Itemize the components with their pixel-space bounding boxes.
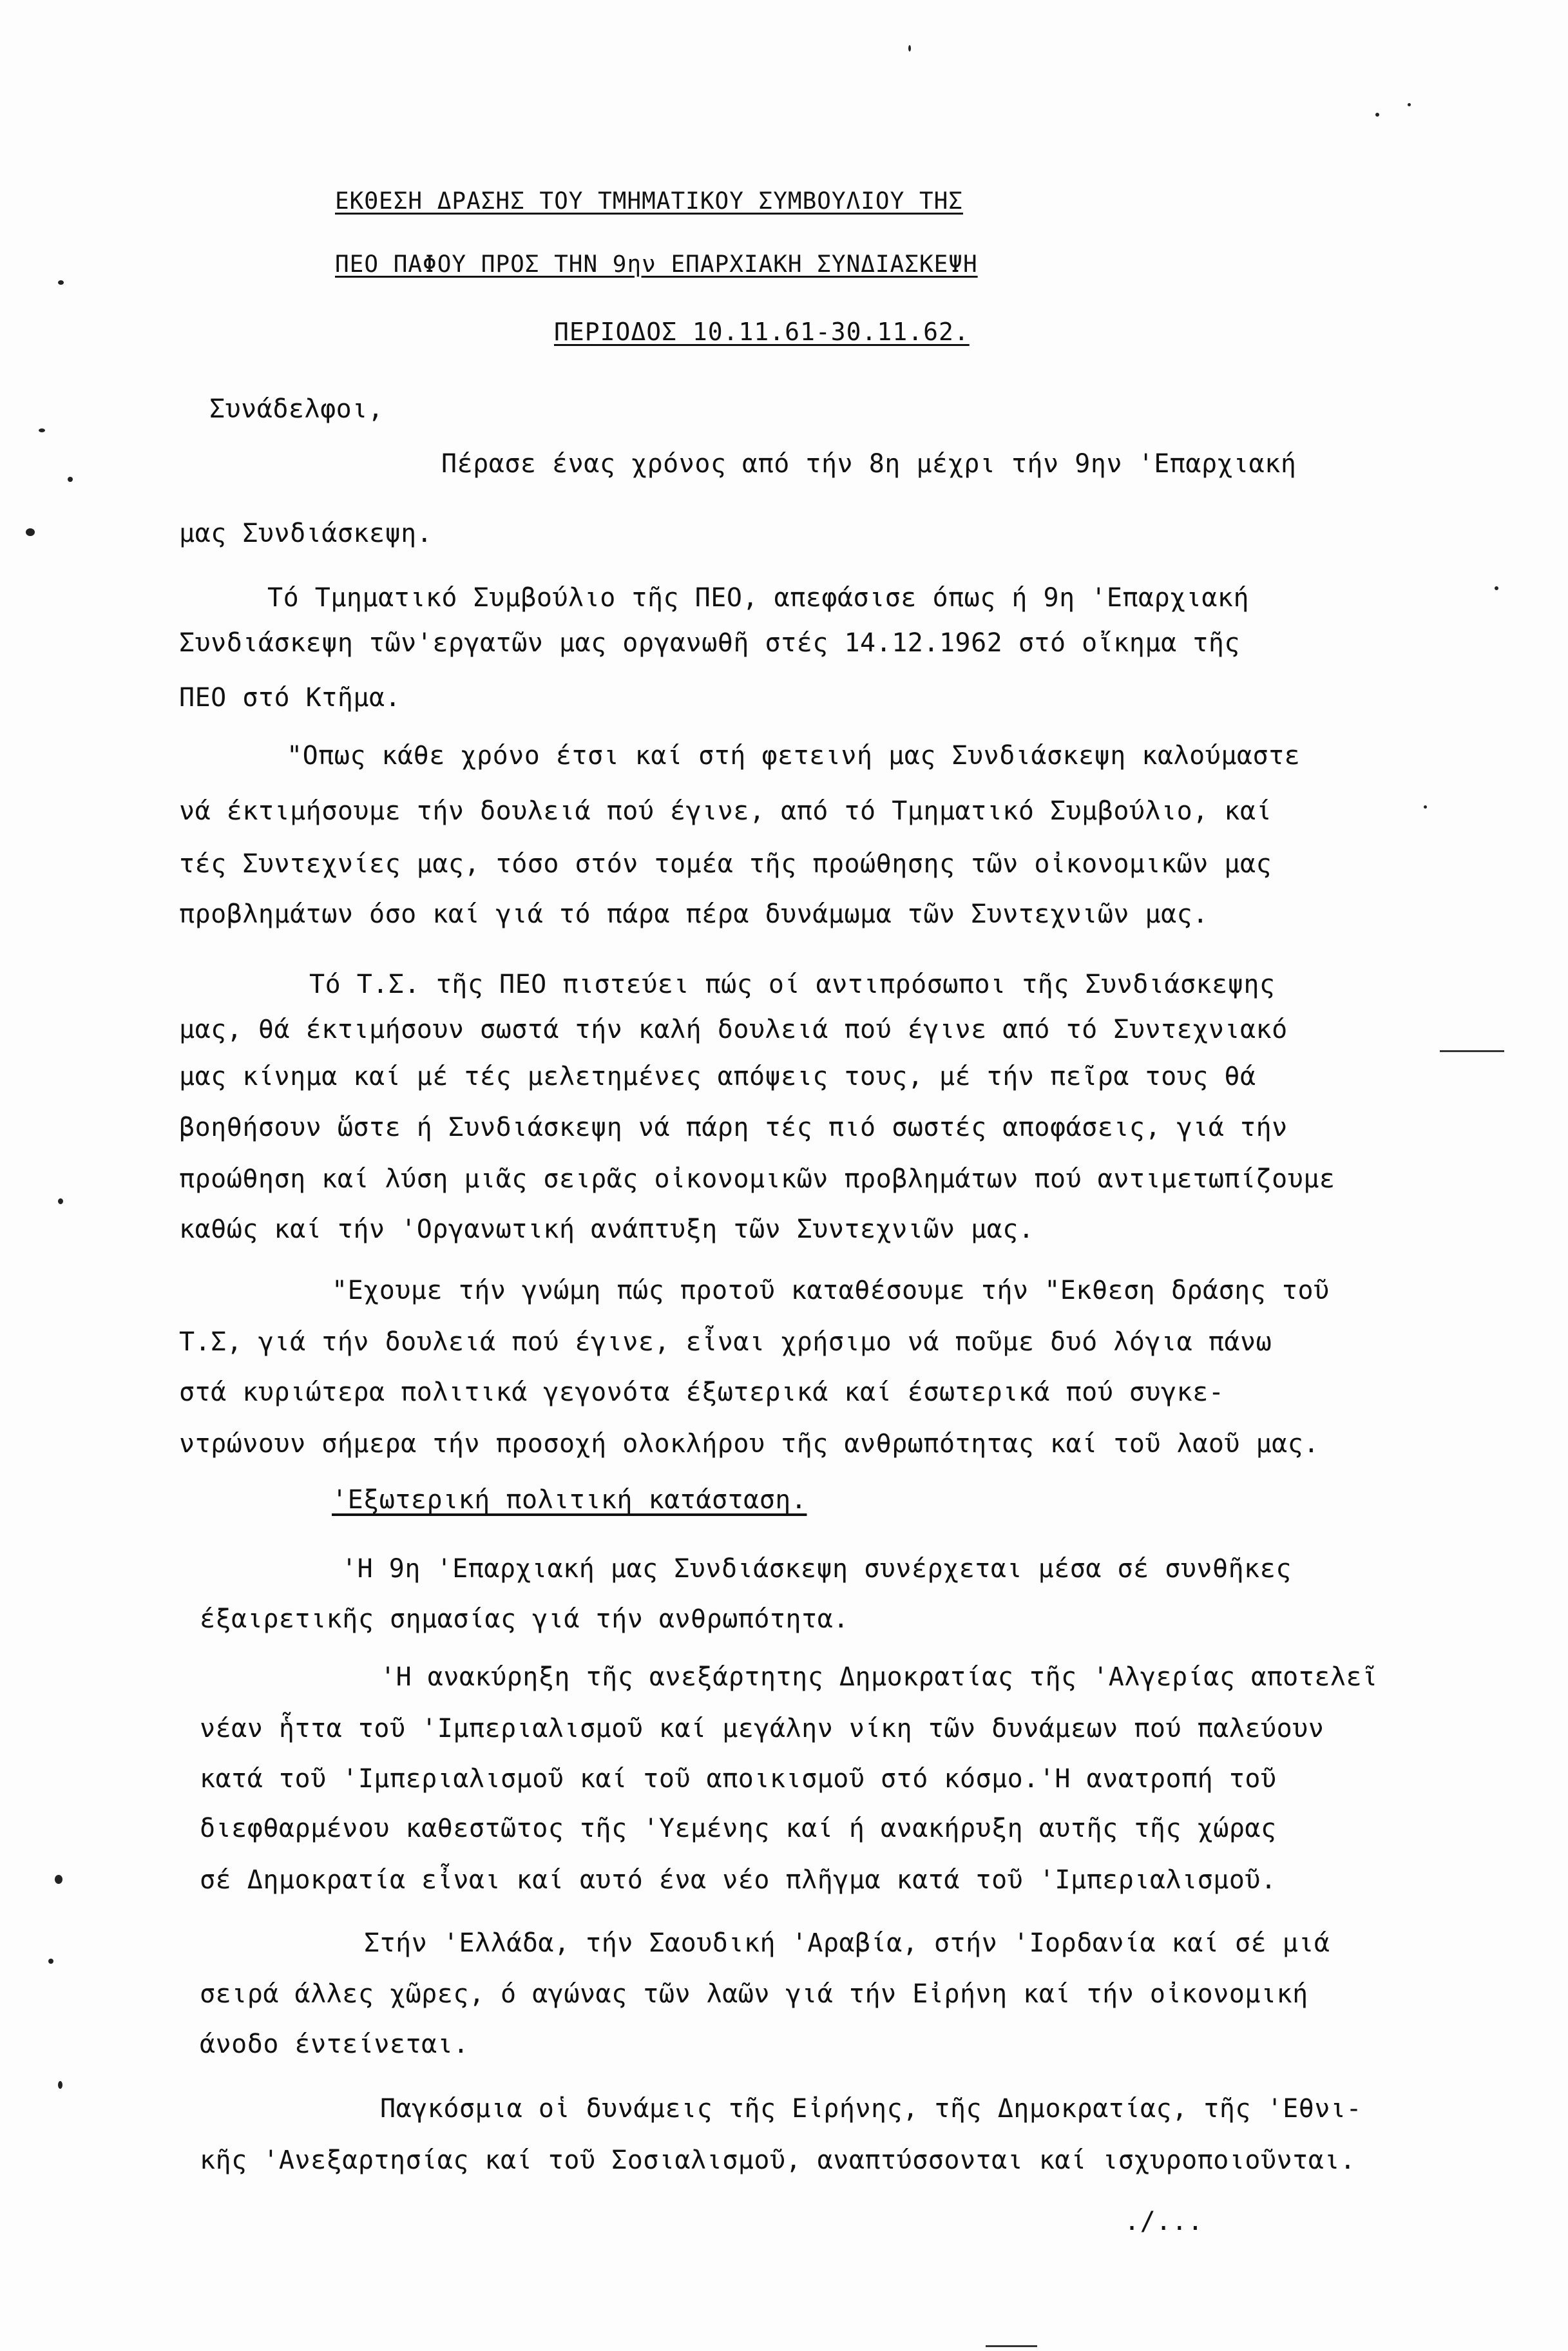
body-line: Τό Τ.Σ. τῆς ΠΕΟ πιστεύει πώς οί αντιπρόσωποι τῆς Συνδιάσκεψης xyxy=(309,970,1276,999)
body-line: μας, θά έκτιμήσουν σωστά τήν καλή δουλειά πού έγινε από τό Συντεχνιακό xyxy=(179,1015,1288,1044)
body-line: Πέρασε ένας χρόνος από τήν 8η μέχρι τήν 9ην 'Επαρχιακή xyxy=(441,449,1297,479)
scan-speck xyxy=(1495,586,1498,590)
body-line: 'Η ανακύρηξη τῆς ανεξάρτητης Δημοκρατίας τῆς 'Αλγερίας αποτελεῖ xyxy=(380,1662,1378,1692)
body-line: έξαιρετικῆς σημασίας γιά τήν ανθρωπότητα. xyxy=(200,1604,849,1634)
body-line: καθώς καί τήν 'Οργανωτική ανάπτυξη τῶν Συντεχνιῶν μας. xyxy=(179,1214,1035,1244)
body-line: "Εχουμε τήν γνώμη πώς προτοῦ καταθέσουμε τήν "Εκθεση δράσης τοῦ xyxy=(332,1276,1330,1305)
body-line: Τ.Σ, γιά τήν δουλειά πού έγινε, εἶναι χρήσιμο νά ποῦμε δυό λόγια πάνω xyxy=(179,1327,1272,1357)
body-line: διεφθαρμένου καθεστῶτος τῆς 'Υεμένης καί ή ανακήρυξη αυτῆς τῆς χώρας xyxy=(200,1814,1277,1843)
scan-speck xyxy=(1424,805,1427,809)
body-line: μας Συνδιάσκεψη. xyxy=(179,519,433,548)
scan-speck xyxy=(48,1959,53,1964)
scan-speck xyxy=(68,477,73,482)
body-line: "Οπως κάθε χρόνο έτσι καί στή φετεινή μας Συνδιάσκεψη καλούμαστε xyxy=(287,741,1301,771)
body-line: ντρώνουν σήμερα τήν προσοχή ολοκλήρου τῆς ανθρωπότητας καί τοῦ λαοῦ μας. xyxy=(179,1429,1319,1459)
scan-speck xyxy=(26,528,35,536)
scan-speck xyxy=(1375,113,1379,117)
body-line: Τό Τμηματικό Συμβούλιο τῆς ΠΕΟ, απεφάσισε όπως ή 9η 'Επαρχιακή xyxy=(267,583,1250,613)
body-line: τές Συντεχνίες μας, τόσο στόν τομέα τῆς προώθησης τῶν οἰκονομικῶν μας xyxy=(179,849,1272,879)
body-line: Στήν 'Ελλάδα, τήν Σαουδική 'Αραβία, στήν 'Ιορδανία καί σέ μιά xyxy=(364,1928,1330,1958)
body-line: νέαν ἧττα τοῦ 'Ιμπεριαλισμοῦ καί μεγάλην νίκη τῶν δυνάμεων πού παλεύουν xyxy=(200,1714,1324,1743)
body-line: κῆς 'Ανεξαρτησίας καί τοῦ Σοσιαλισμοῦ, αναπτύσσονται καί ισχυροποιοῦνται. xyxy=(200,2145,1356,2175)
document-title-line-1: ΕΚΘΕΣΗ ΔΡΑΣΗΣ ΤΟΥ ΤΜΗΜΑΤΙΚΟΥ ΣΥΜΒΟΥΛΙΟΥ ΤΗΣ xyxy=(335,188,963,215)
body-line: νά έκτιμήσουμε τήν δουλειά πού έγινε, από τό Τμηματικό Συμβούλιο, καί xyxy=(179,796,1272,826)
document-title-line-2: ΠΕΟ ΠΑΦΟΥ ΠΡΟΣ ΤΗΝ 9ην ΕΠΑΡΧΙΑΚΗ ΣΥΝΔΙΑΣΚΕΨΗ xyxy=(335,251,978,278)
scan-speck xyxy=(55,1875,62,1884)
scan-speck xyxy=(39,428,45,432)
body-line: 'Η 9η 'Επαρχιακή μας Συνδιάσκεψη συνέρχεται μέσα σέ συνθῆκες xyxy=(341,1554,1292,1584)
scan-dash-mark xyxy=(986,2345,1037,2347)
scan-speck xyxy=(1408,103,1411,106)
body-line: Συνδιάσκεψη τῶν'εργατῶν μας οργανωθῆ στές 14.12.1962 στό οἴκημα τῆς xyxy=(179,628,1240,658)
body-line: σειρά άλλες χῶρες, ό αγώνας τῶν λαῶν γιά τήν Εἰρήνη καί τήν οἰκονομική xyxy=(200,1979,1308,2009)
document-title-period: ΠΕΡΙΟΔΟΣ 10.11.61-30.11.62. xyxy=(554,318,970,346)
body-line: προβλημάτων όσο καί γιά τό πάρα πέρα δυνάμωμα τῶν Συντεχνιῶν μας. xyxy=(179,899,1209,929)
body-line: ΠΕΟ στό Κτῆμα. xyxy=(179,683,401,713)
body-line: Παγκόσμια οἱ δυνάμεις τῆς Εἰρήνης, τῆς Δημοκρατίας, τῆς 'Εθνι- xyxy=(380,2094,1362,2124)
scan-dash-mark xyxy=(1440,1050,1504,1052)
body-line: προώθηση καί λύση μιᾶς σειρᾶς οἰκονομικῶν προβλημάτων πού αντιμετωπίζουμε xyxy=(179,1164,1335,1194)
body-line: βοηθήσουν ὥστε ή Συνδιάσκεψη νά πάρη τές πιό σωστές αποφάσεις, γιά τήν xyxy=(179,1113,1288,1142)
section-heading-external-politics: 'Εξωτερική πολιτική κατάσταση. xyxy=(332,1485,807,1515)
salutation: Συνάδελφοι, xyxy=(209,394,384,424)
body-line: μας κίνημα καί μέ τές μελετημένες απόψεις τους, μέ τήν πεῖρα τους θά xyxy=(179,1062,1256,1091)
scan-speck xyxy=(908,45,911,52)
scan-speck xyxy=(58,1198,63,1204)
body-line: στά κυριώτερα πολιτικά γεγονότα έξωτερικά καί έσωτερικά πού συγκε- xyxy=(179,1377,1225,1407)
body-line: κατά τοῦ 'Ιμπεριαλισμοῦ καί τοῦ αποικισμοῦ στό κόσμο.'Η ανατροπή τοῦ xyxy=(200,1764,1277,1794)
scan-speck xyxy=(58,2081,62,2089)
body-line: σέ Δημοκρατία εἶναι καί αυτό ένα νέο πλῆγμα κατά τοῦ 'Ιμπεριαλισμοῦ. xyxy=(200,1865,1277,1895)
scan-speck xyxy=(58,280,64,285)
body-line: άνοδο έντείνεται. xyxy=(200,2030,469,2059)
continuation-mark: ./... xyxy=(1124,2207,1203,2236)
